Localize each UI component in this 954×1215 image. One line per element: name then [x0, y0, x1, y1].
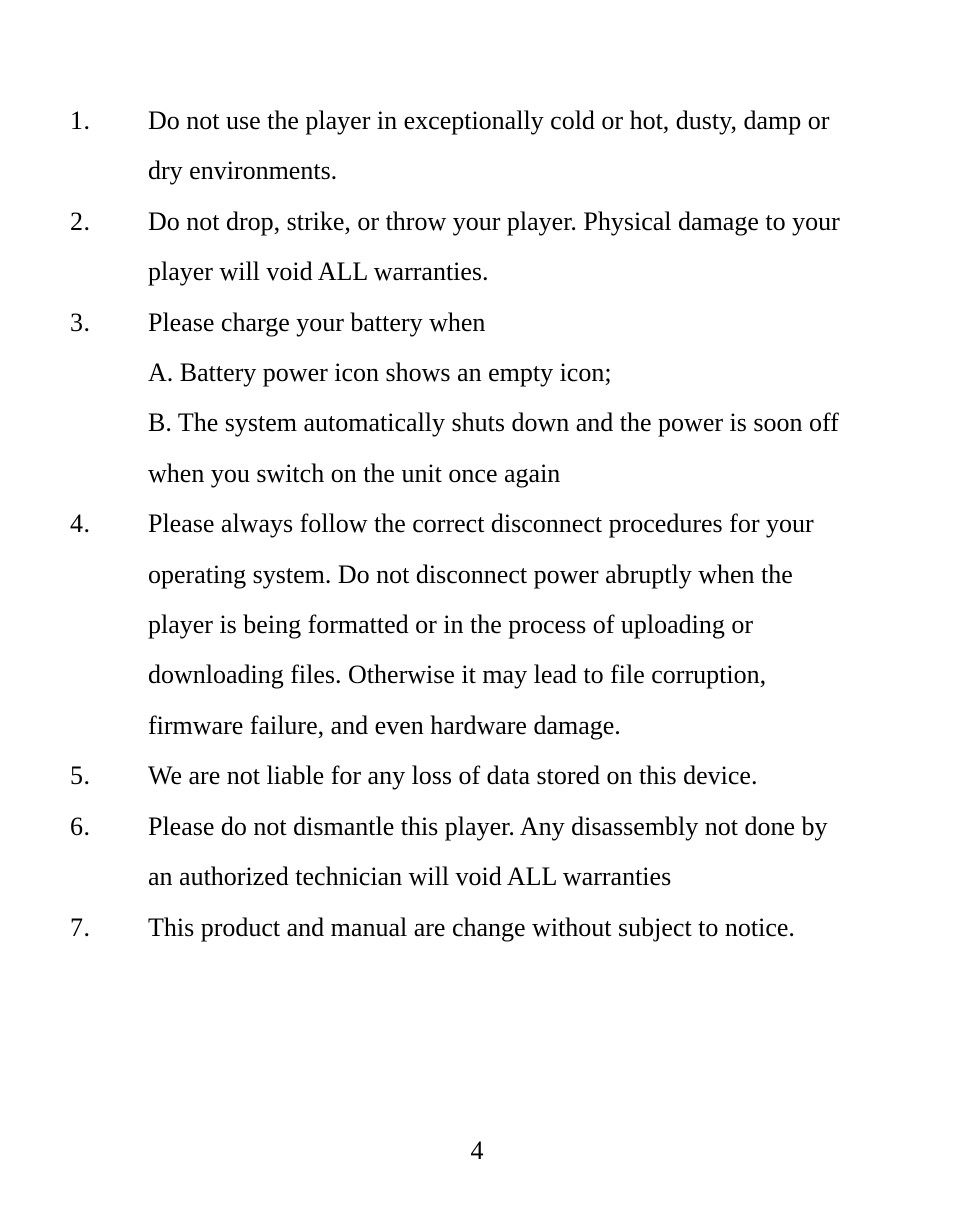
text-line: an authorized technician will void ALL warranties — [148, 862, 672, 892]
text-line: Please do not dismantle this player. Any disassembly not done by — [148, 811, 828, 841]
list-item — [70, 903, 890, 953]
text-line: dry environments. — [148, 156, 338, 186]
list-item-number: 3. — [70, 307, 91, 337]
text-line: firmware failure, and even hardware damage. — [148, 710, 621, 740]
list-item-number: 4. — [70, 509, 91, 539]
list-item-text — [148, 96, 890, 197]
list-item-text — [148, 751, 890, 801]
list-item-text — [148, 499, 890, 751]
list-item — [70, 96, 890, 197]
precautions-list — [70, 96, 890, 953]
text-line: Please always follow the correct disconnect procedures for your — [148, 509, 814, 539]
text-line: player will void ALL warranties. — [148, 257, 489, 287]
list-item — [70, 298, 890, 500]
list-item-number: 5. — [70, 761, 91, 791]
list-item — [70, 499, 890, 751]
text-line: Do not use the player in exceptionally cold or hot, dusty, damp or — [148, 106, 830, 135]
list-item-text — [148, 298, 890, 500]
list-item-text — [148, 802, 890, 903]
list-item-text — [148, 197, 890, 298]
sub-item-a: A. Battery power icon shows an empty icon; — [148, 358, 612, 388]
text-line: player is being formatted or in the process of uploading or — [148, 610, 754, 640]
text-line: This product and manual are change without subject to notice. — [148, 912, 795, 942]
text-line: downloading files. Otherwise it may lead to file corruption, — [148, 660, 767, 690]
text-line: operating system. Do not disconnect power abruptly when the — [148, 559, 793, 589]
list-item-number: 2. — [70, 206, 91, 236]
list-item-number: 6. — [70, 811, 91, 841]
text-line: We are not liable for any loss of data stored on this device. — [148, 761, 758, 791]
page-number: 4 — [470, 1136, 484, 1165]
list-item — [70, 751, 890, 801]
text-line: Do not drop, strike, or throw your player. Physical damage to your — [148, 206, 840, 236]
text-line: Please charge your battery when — [148, 307, 486, 337]
list-item — [70, 802, 890, 903]
list-item-number: 1. — [70, 106, 91, 135]
list-item — [70, 197, 890, 298]
list-item-text — [148, 903, 890, 953]
text-line: when you switch on the unit once again — [148, 458, 561, 488]
list-item-number: 7. — [70, 912, 91, 942]
sub-item-b: B. The system automatically shuts down and the power is soon off — [148, 408, 839, 438]
